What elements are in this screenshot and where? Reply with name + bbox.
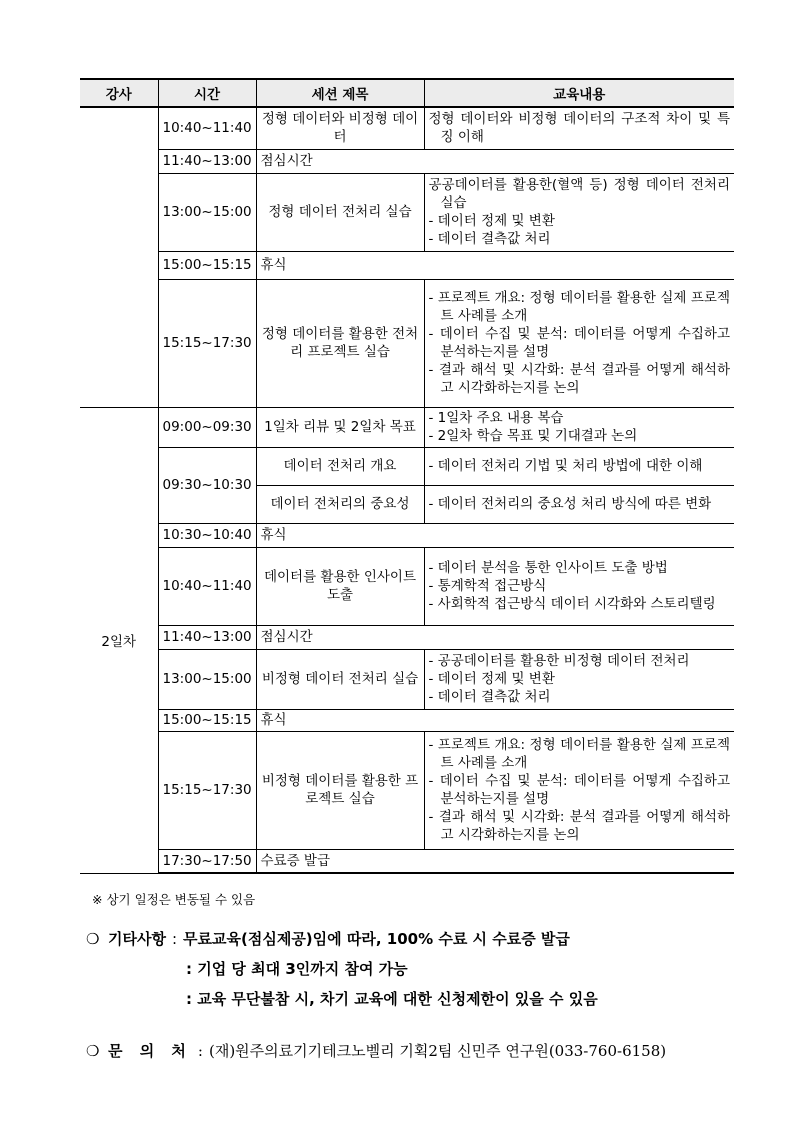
break-label: 휴식 xyxy=(256,523,734,547)
content-cell xyxy=(424,407,734,447)
table-row xyxy=(80,447,734,485)
content-line: - 데이터 전처리의 중요성 처리 방식에 따른 변화 xyxy=(428,496,712,512)
time-cell: 15:00~15:15 xyxy=(158,709,256,731)
header-instructor: 강사 xyxy=(80,79,158,107)
table-row xyxy=(80,731,734,849)
table-row xyxy=(80,849,734,873)
content-cell xyxy=(424,485,734,523)
content-line: - 데이터 정제 및 변환 xyxy=(428,213,555,229)
session-title: 정형 데이터와 비정형 데이터 xyxy=(256,107,424,149)
session-title: 정형 데이터 전처리 실습 xyxy=(256,173,424,251)
etc-colon: : xyxy=(171,930,178,948)
table-row xyxy=(80,149,734,173)
content-line: - 프로젝트 개요: 정형 데이터를 활용한 실제 프로젝트 사례를 소개 xyxy=(428,737,730,771)
table-row xyxy=(80,547,734,625)
table-row xyxy=(80,625,734,649)
etc-line-1: 무료교육(점심제공)임에 따라, 100% 수료 시 수료증 발급 xyxy=(183,930,570,948)
contact-label: 문 의 처 xyxy=(108,1042,192,1060)
time-cell: 10:40~11:40 xyxy=(158,547,256,625)
etc-line-3: : 교육 무단불참 시, 차기 교육에 대한 신청제한이 있을 수 있음 xyxy=(186,990,598,1008)
contact-value: (재)원주의료기기테크노벨리 기획2팀 신민주 연구원(033-760-6158) xyxy=(208,1042,667,1060)
content-cell xyxy=(424,649,734,709)
content-line: - 데이터 수집 및 분석: 데이터를 어떻게 수집하고 분석하는지를 설명 xyxy=(428,326,730,360)
content-cell xyxy=(424,107,734,149)
header-session-title: 세션 제목 xyxy=(256,79,424,107)
content-line: - 데이터 결측값 처리 xyxy=(428,231,551,247)
break-label: 점심시간 xyxy=(256,149,734,173)
time-cell: 10:30~10:40 xyxy=(158,523,256,547)
content-cell xyxy=(424,547,734,625)
break-label: 휴식 xyxy=(256,709,734,731)
contact-section xyxy=(86,1040,666,1061)
bullet-icon: ❍ xyxy=(86,930,100,948)
content-cell xyxy=(424,279,734,407)
content-cell xyxy=(424,731,734,849)
time-cell: 10:40~11:40 xyxy=(158,107,256,149)
session-title: 데이터를 활용한 인사이트 도출 xyxy=(256,547,424,625)
content-line: - 결과 해석 및 시각화: 분석 결과를 어떻게 해석하고 시각화하는지를 논의 xyxy=(428,809,730,843)
content-cell xyxy=(424,447,734,485)
schedule-table xyxy=(80,78,734,874)
content-line: 공공데이터를 활용한(혈액 등) 정형 데이터 전처리 실습 xyxy=(428,177,730,211)
session-title: 데이터 전처리 개요 xyxy=(256,447,424,485)
time-cell: 11:40~13:00 xyxy=(158,625,256,649)
content-line: - 프로젝트 개요: 정형 데이터를 활용한 실제 프로젝트 사례를 소개 xyxy=(428,290,730,324)
etc-line-2: : 기업 당 최대 3인까지 참여 가능 xyxy=(186,960,408,978)
etc-label: 기타사항 xyxy=(108,930,166,948)
break-label: 휴식 xyxy=(256,251,734,279)
instructor-cell-day2: 2일차 xyxy=(80,407,158,873)
table-row xyxy=(80,649,734,709)
session-title: 비정형 데이터 전처리 실습 xyxy=(256,649,424,709)
content-cell xyxy=(424,173,734,251)
content-line: 정형 데이터와 비정형 데이터의 구조적 차이 및 특징 이해 xyxy=(428,111,730,146)
time-cell: 13:00~15:00 xyxy=(158,173,256,251)
etc-section xyxy=(86,928,570,949)
header-content: 교육내용 xyxy=(424,79,734,107)
time-cell: 13:00~15:00 xyxy=(158,649,256,709)
content-line: - 결과 해석 및 시각화: 분석 결과를 어떻게 해석하고 시각화하는지를 논의 xyxy=(428,362,730,396)
time-cell: 15:15~17:30 xyxy=(158,731,256,849)
break-label: 점심시간 xyxy=(256,625,734,649)
instructor-cell-day1 xyxy=(80,107,158,407)
time-cell: 09:00~09:30 xyxy=(158,407,256,447)
time-cell: 11:40~13:00 xyxy=(158,149,256,173)
header-time: 시간 xyxy=(158,79,256,107)
content-line: - 데이터 전처리 기법 및 처리 방법에 대한 이해 xyxy=(428,458,703,474)
table-row xyxy=(80,407,734,447)
table-row xyxy=(80,251,734,279)
content-line: - 2일차 학습 목표 및 기대결과 논의 xyxy=(428,428,638,444)
session-title: 정형 데이터를 활용한 전처리 프로젝트 실습 xyxy=(256,279,424,407)
table-row xyxy=(80,523,734,547)
content-line: - 데이터 결측값 처리 xyxy=(428,689,551,705)
time-cell: 15:00~15:15 xyxy=(158,251,256,279)
content-line: - 사회학적 접근방식 데이터 시각화와 스토리텔링 xyxy=(428,596,716,612)
schedule-note: ※ 상기 일정은 변동될 수 있음 xyxy=(92,892,256,907)
bullet-icon: ❍ xyxy=(86,1042,100,1060)
session-title: 데이터 전처리의 중요성 xyxy=(256,485,424,523)
content-line: - 1일차 주요 내용 복습 xyxy=(428,410,564,426)
session-title: 비정형 데이터를 활용한 프로젝트 실습 xyxy=(256,731,424,849)
time-cell: 15:15~17:30 xyxy=(158,279,256,407)
table-row xyxy=(80,709,734,731)
break-label: 수료증 발급 xyxy=(256,849,734,873)
content-line: - 데이터 정제 및 변환 xyxy=(428,671,555,687)
time-cell: 09:30~10:30 xyxy=(158,447,256,523)
time-cell: 17:30~17:50 xyxy=(158,849,256,873)
table-header-row xyxy=(80,79,734,107)
content-line: - 공공데이터를 활용한 비정형 데이터 전처리 xyxy=(428,653,690,669)
content-line: - 데이터 수집 및 분석: 데이터를 어떻게 수집하고 분석하는지를 설명 xyxy=(428,773,730,807)
table-row xyxy=(80,173,734,251)
table-row xyxy=(80,279,734,407)
table-row xyxy=(80,107,734,149)
contact-colon: : xyxy=(197,1042,203,1060)
session-title: 1일차 리뷰 및 2일차 목표 xyxy=(256,407,424,447)
content-line: - 데이터 분석을 통한 인사이트 도출 방법 xyxy=(428,560,668,576)
content-line: - 통계학적 접근방식 xyxy=(428,578,547,594)
